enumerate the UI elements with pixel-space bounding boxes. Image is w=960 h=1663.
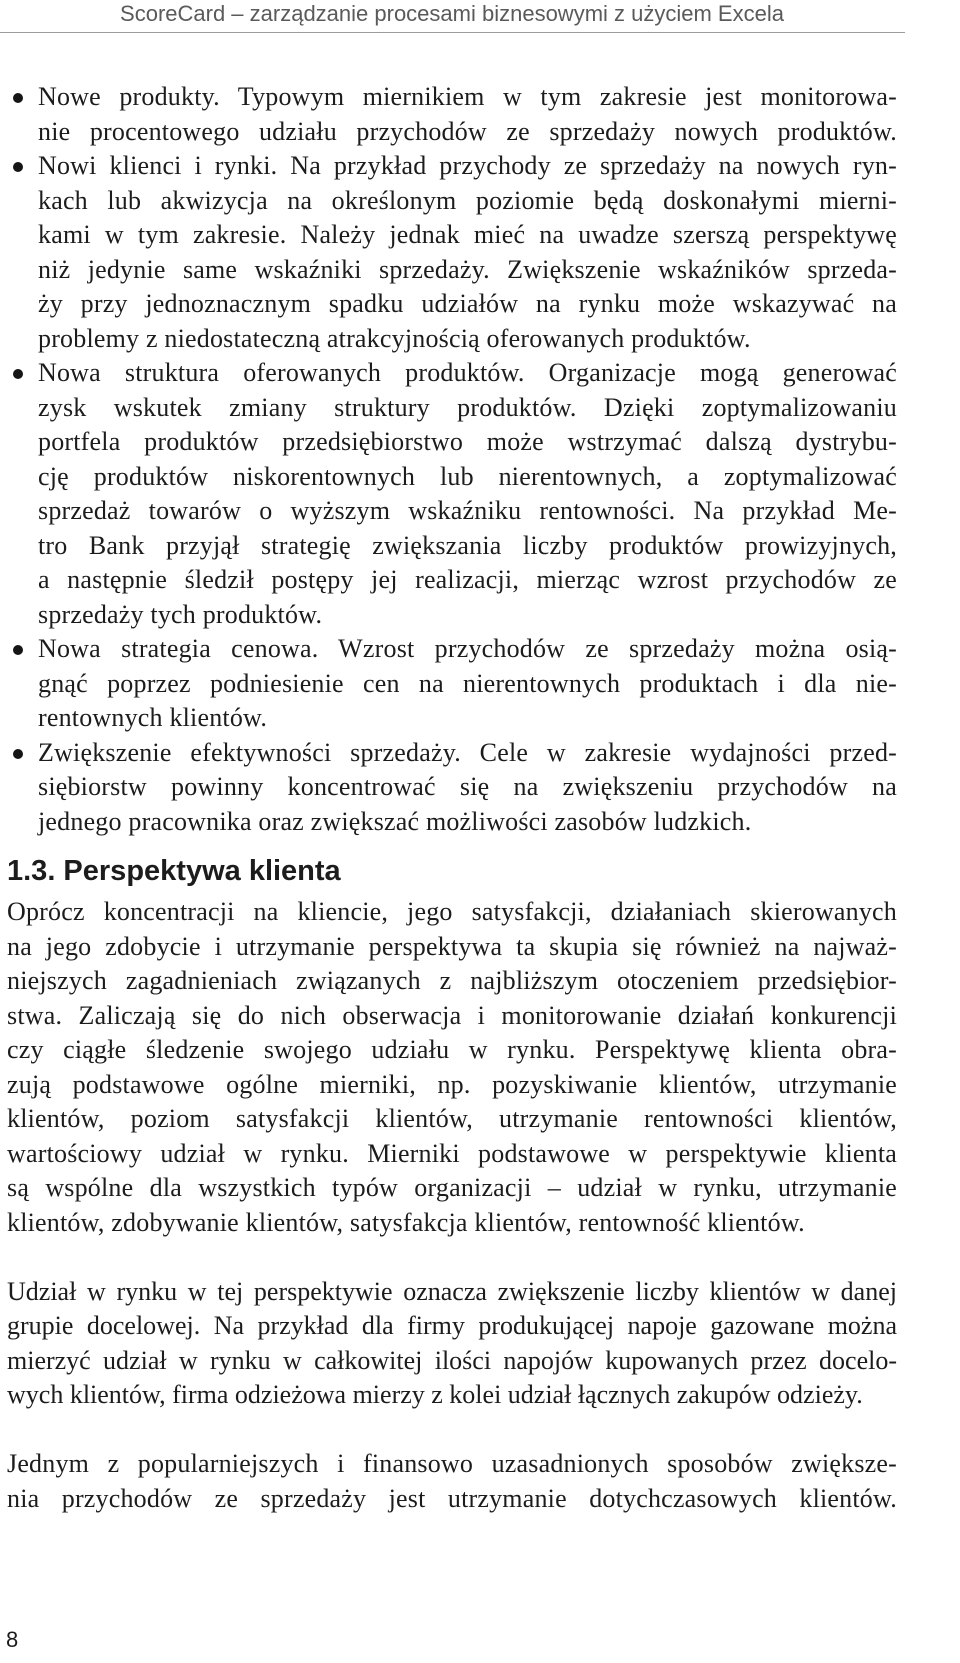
text-line: wartościowy udział w rynku. Mierniki podstawowe w perspektywie klienta	[7, 1138, 897, 1168]
text-line: Udział w rynku w tej perspektywie oznacza zwiększenie liczby klientów w danej	[7, 1276, 897, 1306]
text-line: Zwiększenie efektywności sprzedaży. Cele w zakresie wydajności przed-	[38, 737, 897, 767]
text-line: tro Bank przyjął strategię zwiększania liczby produktów prowizyjnych,	[38, 530, 897, 560]
text-line: kami w tym zakresie. Należy jednak mieć na uwadze szerszą perspektywę	[38, 220, 897, 249]
text-line: niż jedynie same wskaźniki sprzedaży. Zwiększenie wskaźników sprzeda-	[38, 254, 897, 284]
text-line: jednego pracownika oraz zwiększać możliwości zasobów ludzkich.	[38, 806, 752, 836]
text-line: niejszych zagadnieniach związanych z najbliższym otoczeniem przedsiębior-	[7, 966, 897, 995]
text-line: klientów, poziom satysfakcji klientów, utrzymanie rentowności klientów,	[7, 1104, 897, 1133]
running-header: ScoreCard – zarządzanie procesami biznesowymi z użyciem Excela	[120, 1, 784, 26]
text-line: mierzyć udział w rynku w całkowitej ilości napojów kupowanych przez docelo-	[7, 1345, 897, 1375]
section-heading: 1.3. Perspektywa klienta	[7, 855, 341, 887]
text-line: zysk wskutek zmiany struktury produktów. Dzięki zoptymalizowaniu	[38, 392, 897, 422]
text-line: Jednym z popularniejszych i finansowo uzasadnionych sposobów zwiększe-	[7, 1449, 897, 1478]
text-line: nie procentowego udziału przychodów ze sprzedaży nowych produktów.	[38, 116, 897, 146]
bullet-icon	[13, 645, 23, 655]
text-line: wych klientów, firma odzieżowa mierzy z kolei udział łącznych zakupów odzieży.	[7, 1380, 863, 1409]
text-line: Nowe produkty. Typowym miernikiem w tym zakresie jest monitorowa-	[38, 82, 897, 111]
text-line: grupie docelowej. Na przykład dla firmy produkującej napoje gazowane można	[7, 1311, 897, 1340]
bullet-item	[38, 80, 897, 149]
text-line: są wspólne dla wszystkich typów organizacji – udział w rynku, utrzymanie	[7, 1173, 897, 1202]
text-line: cję produktów niskorentownych lub nierentownych, a zoptymalizować	[38, 461, 897, 491]
header-divider	[0, 32, 905, 33]
bullet-icon	[13, 162, 23, 172]
bullet-icon	[13, 749, 23, 759]
paragraph	[7, 1447, 897, 1516]
text-line: sprzedaż towarów o wyższym wskaźniku rentowności. Na przykład Me-	[38, 496, 897, 525]
page-number: 8	[6, 1627, 19, 1652]
bullet-item	[38, 632, 897, 736]
text-line: gnąć poprzez podniesienie cen na nierentownych produktach i dla nie-	[38, 668, 897, 698]
text-line: Nowa struktura oferowanych produktów. Organizacje mogą generować	[38, 358, 897, 387]
text-line: zują podstawowe ogólne mierniki, np. pozyskiwanie klientów, utrzymanie	[7, 1069, 897, 1099]
bullet-icon	[13, 93, 23, 103]
bullet-list	[38, 80, 897, 839]
text-line: czy ciągłe śledzenie swojego udziału w rynku. Perspektywę klienta obra-	[7, 1035, 897, 1064]
text-line: stwa. Zaliczają się do nich obserwacja i monitorowanie działań konkurencji	[7, 1000, 897, 1030]
text-line: kach lub akwizycja na określonym poziomie będą doskonałymi mierni-	[38, 185, 897, 215]
text-line: Nowi klienci i rynki. Na przykład przychody ze sprzedaży na nowych ryn-	[38, 151, 897, 180]
section-body	[7, 895, 897, 1516]
text-line: rentownych klientów.	[38, 703, 268, 732]
text-line: klientów, zdobywanie klientów, satysfakcja klientów, rentowność klientów.	[7, 1207, 805, 1237]
bullet-item	[38, 149, 897, 356]
text-line: ży przy jednoznacznym spadku udziałów na rynku może wskazywać na	[38, 289, 897, 318]
text-line: sprzedaży tych produktów.	[38, 599, 323, 629]
bullet-item	[38, 356, 897, 632]
paragraph	[7, 895, 897, 1240]
text-line: portfela produktów przedsiębiorstwo może wstrzymać dalszą dystrybu-	[38, 427, 897, 456]
bullet-icon	[13, 369, 23, 379]
text-line: problemy z niedostateczną atrakcyjnością oferowanych produktów.	[38, 323, 751, 353]
text-line: a następnie śledził postępy jej realizacji, mierząc wzrost przychodów ze	[38, 565, 897, 594]
paragraph	[7, 1275, 897, 1413]
text-line: Oprócz koncentracji na kliencie, jego satysfakcji, działaniach skierowanych	[7, 897, 897, 926]
text-line: nia przychodów ze sprzedaży jest utrzymanie dotychczasowych klientów.	[7, 1483, 897, 1513]
text-line: siębiorstw powinny koncentrować się na zwiększeniu przychodów na	[38, 772, 897, 801]
text-line: Nowa strategia cenowa. Wzrost przychodów ze sprzedaży można osią-	[38, 634, 897, 663]
text-line: na jego zdobycie i utrzymanie perspektywa ta skupia się również na najważ-	[7, 931, 897, 961]
bullet-item	[38, 736, 897, 840]
